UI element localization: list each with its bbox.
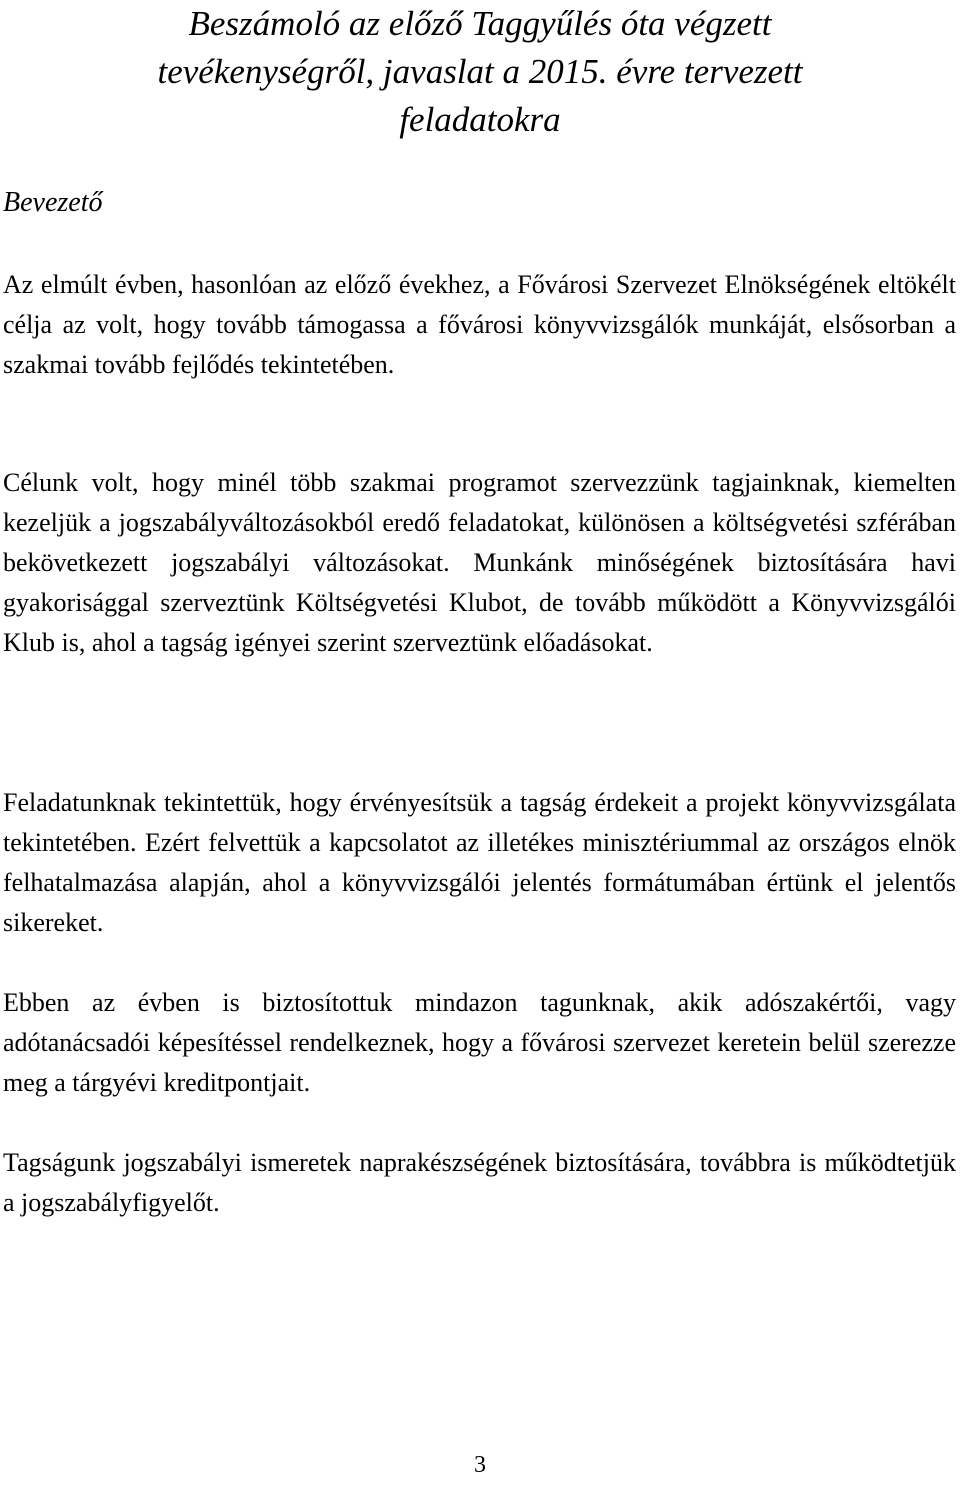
title-line: Beszámoló az előző Taggyűlés óta végzett <box>188 4 772 43</box>
document-title <box>0 0 960 144</box>
page-number: 3 <box>474 1452 486 1478</box>
paragraph: Célunk volt, hogy minél több szakmai programot szervezzünk tagjainknak, kiemelten kezeljük a jogszabályváltozásokból eredő feladatokat, különösen a költségvetési szférában bekövetkezett jogszabályi változásokat. Munkánk minőségének biztosítására havi gyakorisággal szerveztünk Költségvetési Klubot, de tovább működött a Könyvvizsgálói Klub is, ahol a tagság igényei szerint szerveztünk előadásokat. <box>3 468 956 657</box>
paragraph: Az elmúlt évben, hasonlóan az előző évekhez, a Fővárosi Szervezet Elnökségének eltökélt célja az volt, hogy tovább támogassa a fővárosi könyvvizsgálók munkáját, elsősorban a szakmai tovább fejlődés tekintetében. <box>3 270 956 379</box>
title-line: tevékenységről, javaslat a 2015. évre tervezett <box>157 52 803 91</box>
paragraph: Tagságunk jogszabályi ismeretek naprakészségének biztosítására, továbbra is működtetjük a jogszabályfigyelőt. <box>3 1148 956 1217</box>
title-line: feladatokra <box>399 100 561 139</box>
section-heading: Bevezető <box>3 187 103 218</box>
paragraph: Ebben az évben is biztosítottuk mindazon tagunknak, akik adószakértői, vagy adótanácsadói képesítéssel rendelkeznek, hogy a fővárosi szervezet keretein belül szerezze meg a tárgyévi kreditpontjait. <box>3 988 956 1097</box>
paragraph: Feladatunknak tekintettük, hogy érvényesítsük a tagság érdekeit a projekt könyvvizsgálata tekintetében. Ezért felvettük a kapcsolatot az illetékes minisztériummal az országos elnök felhatalmazása alapján, ahol a könyvvizsgálói jelentés formátumában értünk el jelentős sikereket. <box>3 788 956 937</box>
